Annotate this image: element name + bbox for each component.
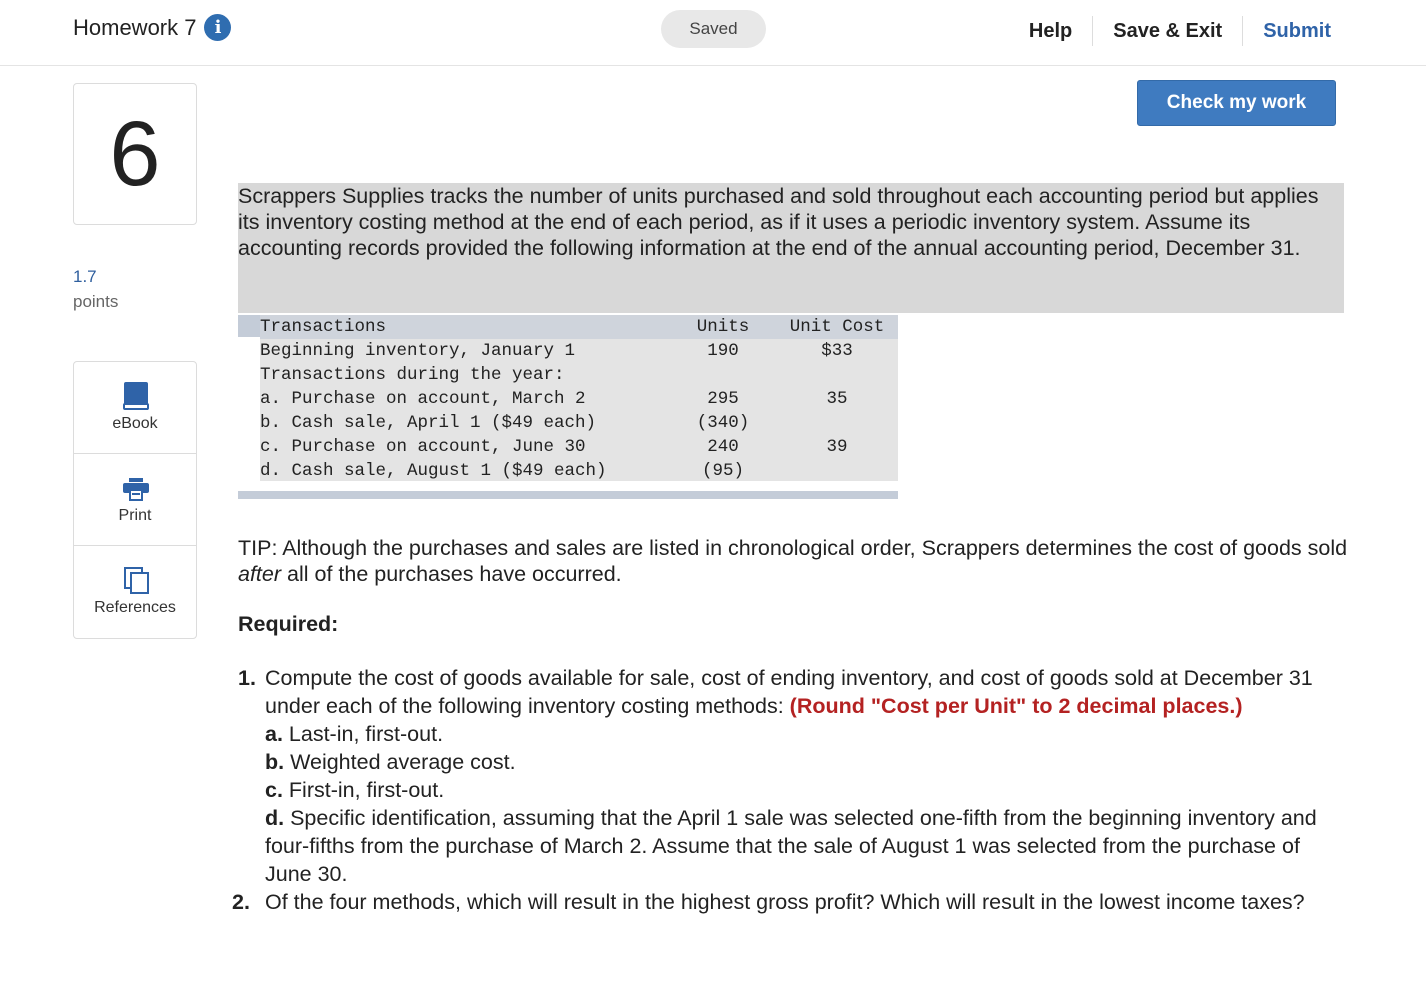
save-exit-button[interactable]: Save & Exit: [1092, 16, 1242, 46]
row-units: 240: [707, 437, 739, 457]
references-icon: [120, 564, 152, 596]
table-row: [260, 411, 898, 435]
requirement-number: 1.: [238, 666, 256, 690]
question-tools: [73, 361, 197, 639]
requirement-1: [238, 664, 1348, 888]
row-label: d. Cash sale, August 1 ($49 each): [260, 461, 607, 481]
transactions-table-grid: [260, 315, 898, 483]
row-units: 295: [707, 389, 739, 409]
header-units: Units: [696, 317, 750, 337]
book-icon: [120, 380, 152, 412]
requirement-1b: b. Weighted average cost.: [265, 750, 516, 774]
question-number: 6: [109, 103, 161, 205]
top-header: [0, 0, 1426, 66]
requirement-1a: a. Last-in, first-out.: [265, 722, 444, 746]
ebook-label: eBook: [112, 415, 158, 432]
row-unit-cost: 35: [826, 389, 848, 409]
points-value: 1.7: [73, 267, 97, 286]
requirements-list: [232, 664, 1348, 916]
row-unit-cost: $33: [821, 341, 853, 361]
references-button[interactable]: [74, 546, 196, 638]
row-units: 190: [707, 341, 739, 361]
row-units: [670, 363, 776, 387]
requirement-2-text: Of the four methods, which will result in the highest gross profit? Which will result in the lowest income taxes?: [265, 890, 1305, 914]
table-row: [260, 435, 898, 459]
table-row: [260, 387, 898, 411]
submit-button[interactable]: Submit: [1242, 16, 1426, 46]
requirement-number: 2.: [232, 890, 250, 914]
requirement-1c: c. First-in, first-out.: [265, 778, 445, 802]
print-label: Print: [118, 507, 152, 524]
print-button[interactable]: [74, 454, 196, 546]
row-units: (95): [701, 461, 744, 481]
tip-after: all of the purchases have occurred.: [281, 562, 622, 586]
saved-status-badge: Saved: [661, 10, 766, 48]
table-header-row: [260, 315, 898, 339]
points-label: points: [73, 292, 119, 311]
row-label: a. Purchase on account, March 2: [260, 389, 586, 409]
required-heading: Required:: [238, 612, 339, 636]
requirement-1-text: Compute the cost of goods available for sale, cost of ending inventory, and cost of goods sold at December 31 under each of the following inventory costing methods:: [265, 666, 1313, 718]
tip-emphasis: after: [238, 562, 282, 586]
row-unit-cost: [776, 459, 898, 483]
references-label: References: [94, 599, 176, 616]
rounding-note: (Round "Cost per Unit" to 2 decimal places.): [789, 694, 1243, 718]
ebook-button[interactable]: [74, 362, 196, 454]
transactions-table: [238, 313, 898, 499]
header-transactions: Transactions: [260, 317, 387, 337]
requirement-2: [232, 888, 1348, 916]
info-icon[interactable]: i: [204, 14, 231, 41]
tip-before: TIP: Although the purchases and sales are listed in chronological order, Scrappers determines the cost of goods sold: [238, 536, 1348, 560]
tip-text: [238, 535, 1348, 587]
assignment-title-text: Homework 7: [73, 14, 197, 40]
header-nav: [1009, 14, 1426, 48]
table-row: [260, 459, 898, 483]
row-unit-cost: 39: [826, 437, 848, 457]
check-my-work-button[interactable]: Check my work: [1137, 80, 1336, 126]
problem-prompt-text: Scrappers Supplies tracks the number of units purchased and sold throughout each accounting period but applies its inventory costing method at the end of each period, as if it uses a periodic inventory system. Assume its accounting records provided the following information at the end of the annual accounting period, December 31.: [238, 184, 1319, 260]
row-label: Beginning inventory, January 1: [260, 341, 576, 361]
help-button[interactable]: Help: [1028, 20, 1073, 42]
row-label: Transactions during the year:: [260, 365, 565, 385]
requirement-1d: d. Specific identification, assuming that the April 1 sale was selected one-fifth from the beginning inventory and four-fifths from the purchase of March 2. Assume that the sale of August 1 was selected from the purchase of June 30.: [265, 806, 1317, 886]
row-unit-cost: [776, 411, 898, 435]
problem-prompt: [238, 183, 1344, 313]
question-number-box: [73, 83, 197, 225]
row-units: (340): [696, 413, 750, 433]
table-row: [260, 363, 898, 387]
row-label: c. Purchase on account, June 30: [260, 437, 586, 457]
header-unit-cost: Unit Cost: [789, 317, 885, 337]
printer-icon: [120, 472, 152, 504]
row-unit-cost: [776, 363, 898, 387]
row-label: b. Cash sale, April 1 ($49 each): [260, 413, 597, 433]
table-row: [260, 339, 898, 363]
assignment-title: [73, 14, 231, 41]
